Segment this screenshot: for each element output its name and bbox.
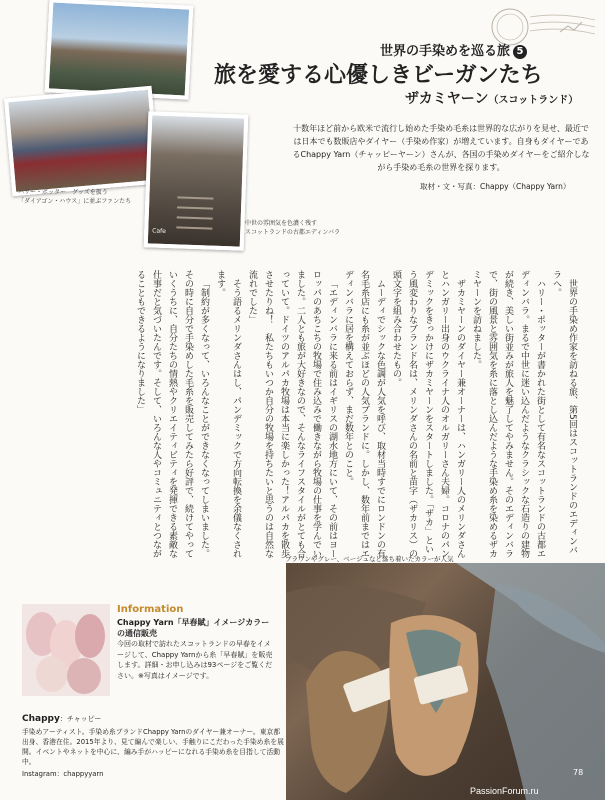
series-label	[380, 40, 527, 59]
body-paragraph: そう語るメリンダさんはし、パンデミックで方向転換を余儀なくされます。	[215, 270, 241, 558]
author-profile	[22, 706, 284, 779]
article-subtitle	[405, 88, 578, 108]
lead-paragraph: 十数年ほど前から欧米で流行し始めた手染め毛糸は世界的な広がりを見せ、最近では日本でも数販店やダイヤー（手染め作家）が増えています。自身もダイヤーであるChappy Yarn（チャッピーヤーン）さんが、各国の手染めダイヤーをご紹介しながら手染め毛糸の世界を探ります。	[292, 124, 590, 172]
credit-line: 取材・文・写真：Chappy（Chappy Yarn）	[420, 182, 571, 191]
cafe-sign: Cafe	[152, 227, 167, 235]
caption-shop-1: ハリー・ポッター グッズを扱う	[18, 189, 108, 196]
information-body: 今回の取材で訪れたスコットランドの早春をイメージして、Chappy Yarnから糸「早春賦」を販売します。詳細・お申し込みは93ページをご覧ください。※写真はイメージです。	[117, 640, 273, 680]
body-paragraph: ザカミヤーンのダイヤー兼オーナーは、ハンガリー人のメリンダさんとハンガリー出身のウクライナ人のオルガリーさん夫婦。コロナのパンデミックをきっかけにザカミヤーンをスタートしました。「ザカ」という風変わりなブランド名は、メリンダさんの名前と苗字（ザカリス）の頭文字を組み合わせたもの。	[391, 270, 465, 558]
author-description: 手染めアーティスト。手染め糸ブランドChappy Yarnのダイヤー兼オーナー。東京都出身、香港在住。2015年より、見て編んで楽しい、手触りにこだわった手染め糸を展開。イベントやネットを中心に、編み手がハッピーになれる手染め糸を目指して活動中。	[22, 728, 284, 766]
body-paragraph: ムーディでシックな色調が人気を呼び、取材当時すでにロンドンの有名毛糸店にも糸が並ぶほどの人気ブランドに。しかし、数年前まではエディンバラに居を構えておらず、まだ数年とのこと。	[343, 270, 385, 558]
stair-step	[177, 216, 213, 219]
author-reading: ：チャッピー	[59, 715, 102, 723]
body-paragraph: 世界の手染め作家を訪ねる旅、第5回はスコットランドのエディンバラへ。	[551, 270, 577, 555]
series-number: 5	[513, 45, 527, 59]
information-heading: Information	[117, 604, 184, 615]
yarn-illustration	[286, 563, 605, 800]
stair-step	[177, 196, 213, 199]
information-text	[117, 618, 277, 681]
yarn-skeins-icon	[22, 604, 110, 696]
yarn-photo-caption: ブラウンやグレー、ベージュなど落ち着いたカラーが人気	[285, 555, 454, 563]
old-town-alley-photo	[144, 111, 249, 250]
edinburgh-castle-photo	[45, 0, 194, 100]
caption-city-1: 中世の雰囲気を色濃く残す	[245, 220, 318, 227]
author-name: Chappy	[22, 714, 60, 724]
stair-step	[176, 226, 212, 229]
article-title: 旅を愛する心優しきビーガンたち	[214, 63, 543, 88]
article-body	[92, 270, 580, 560]
body-paragraph: ハリー・ポッターが書かれた街として有名なスコットランドの古都エディンバラ。まるで中世に迷い込んだようなクラシックな石造りの建物が続き、美しい街並みが旅人を魅了してやみません。そのエディンバラで、街の風景と雰囲気を糸に落とし込んだような手染め糸を染めるザカミヤーンを訪ねました。	[471, 270, 545, 558]
caption-city-2: スコットランドの古都エディンバラ	[245, 229, 340, 236]
stair-step	[177, 206, 213, 209]
yarn-product-image	[22, 604, 110, 696]
brand-name: ザカミヤーン	[405, 91, 489, 107]
yarn-skeins-photo	[286, 563, 605, 800]
watermark: PassionForum.ru	[470, 786, 539, 796]
series-title: 世界の手染めを巡る旅	[380, 44, 511, 59]
body-paragraph: 「制約が多くなって、いろんなことができなくなってしまいました。その時に自分で手染めした毛糸を販売してみたら好評で、続けてやっていくうちに、自分たちの情熱やクリエイティビティを発揮できる素敵な仕事だと気づいたんです。そして、いろんな人やコミュニティとつながることもできるようになりました」	[135, 270, 209, 558]
author-instagram: Instagram：chappyyarn	[22, 770, 104, 778]
brand-country: （スコットランド）	[488, 95, 579, 106]
page-number: 78	[573, 768, 584, 777]
information-title: Chappy Yarn「早春賦」イメージカラーの通信販売	[117, 618, 270, 638]
body-paragraph: 「エディンバラに来る前はイギリスの湖水地方にいて、その前はヨーロッパのあちこちの牧場で住み込みで働きながら牧場の仕事を学んでいました。二人とも旅が大好きなので、そんなライフスタイルがとても合っていて。ドイツのアルパカ牧場は本当に楽しかった！アルパカを散歩させたりね！ 私たちもいつか自分の牧場を持ちたいと思うのは自然な流れでした」	[247, 270, 337, 558]
harry-potter-shop-photo	[4, 86, 160, 197]
caption-shop-2: 「ダイアゴン・ハウス」に並ぶファンたち	[18, 198, 132, 205]
